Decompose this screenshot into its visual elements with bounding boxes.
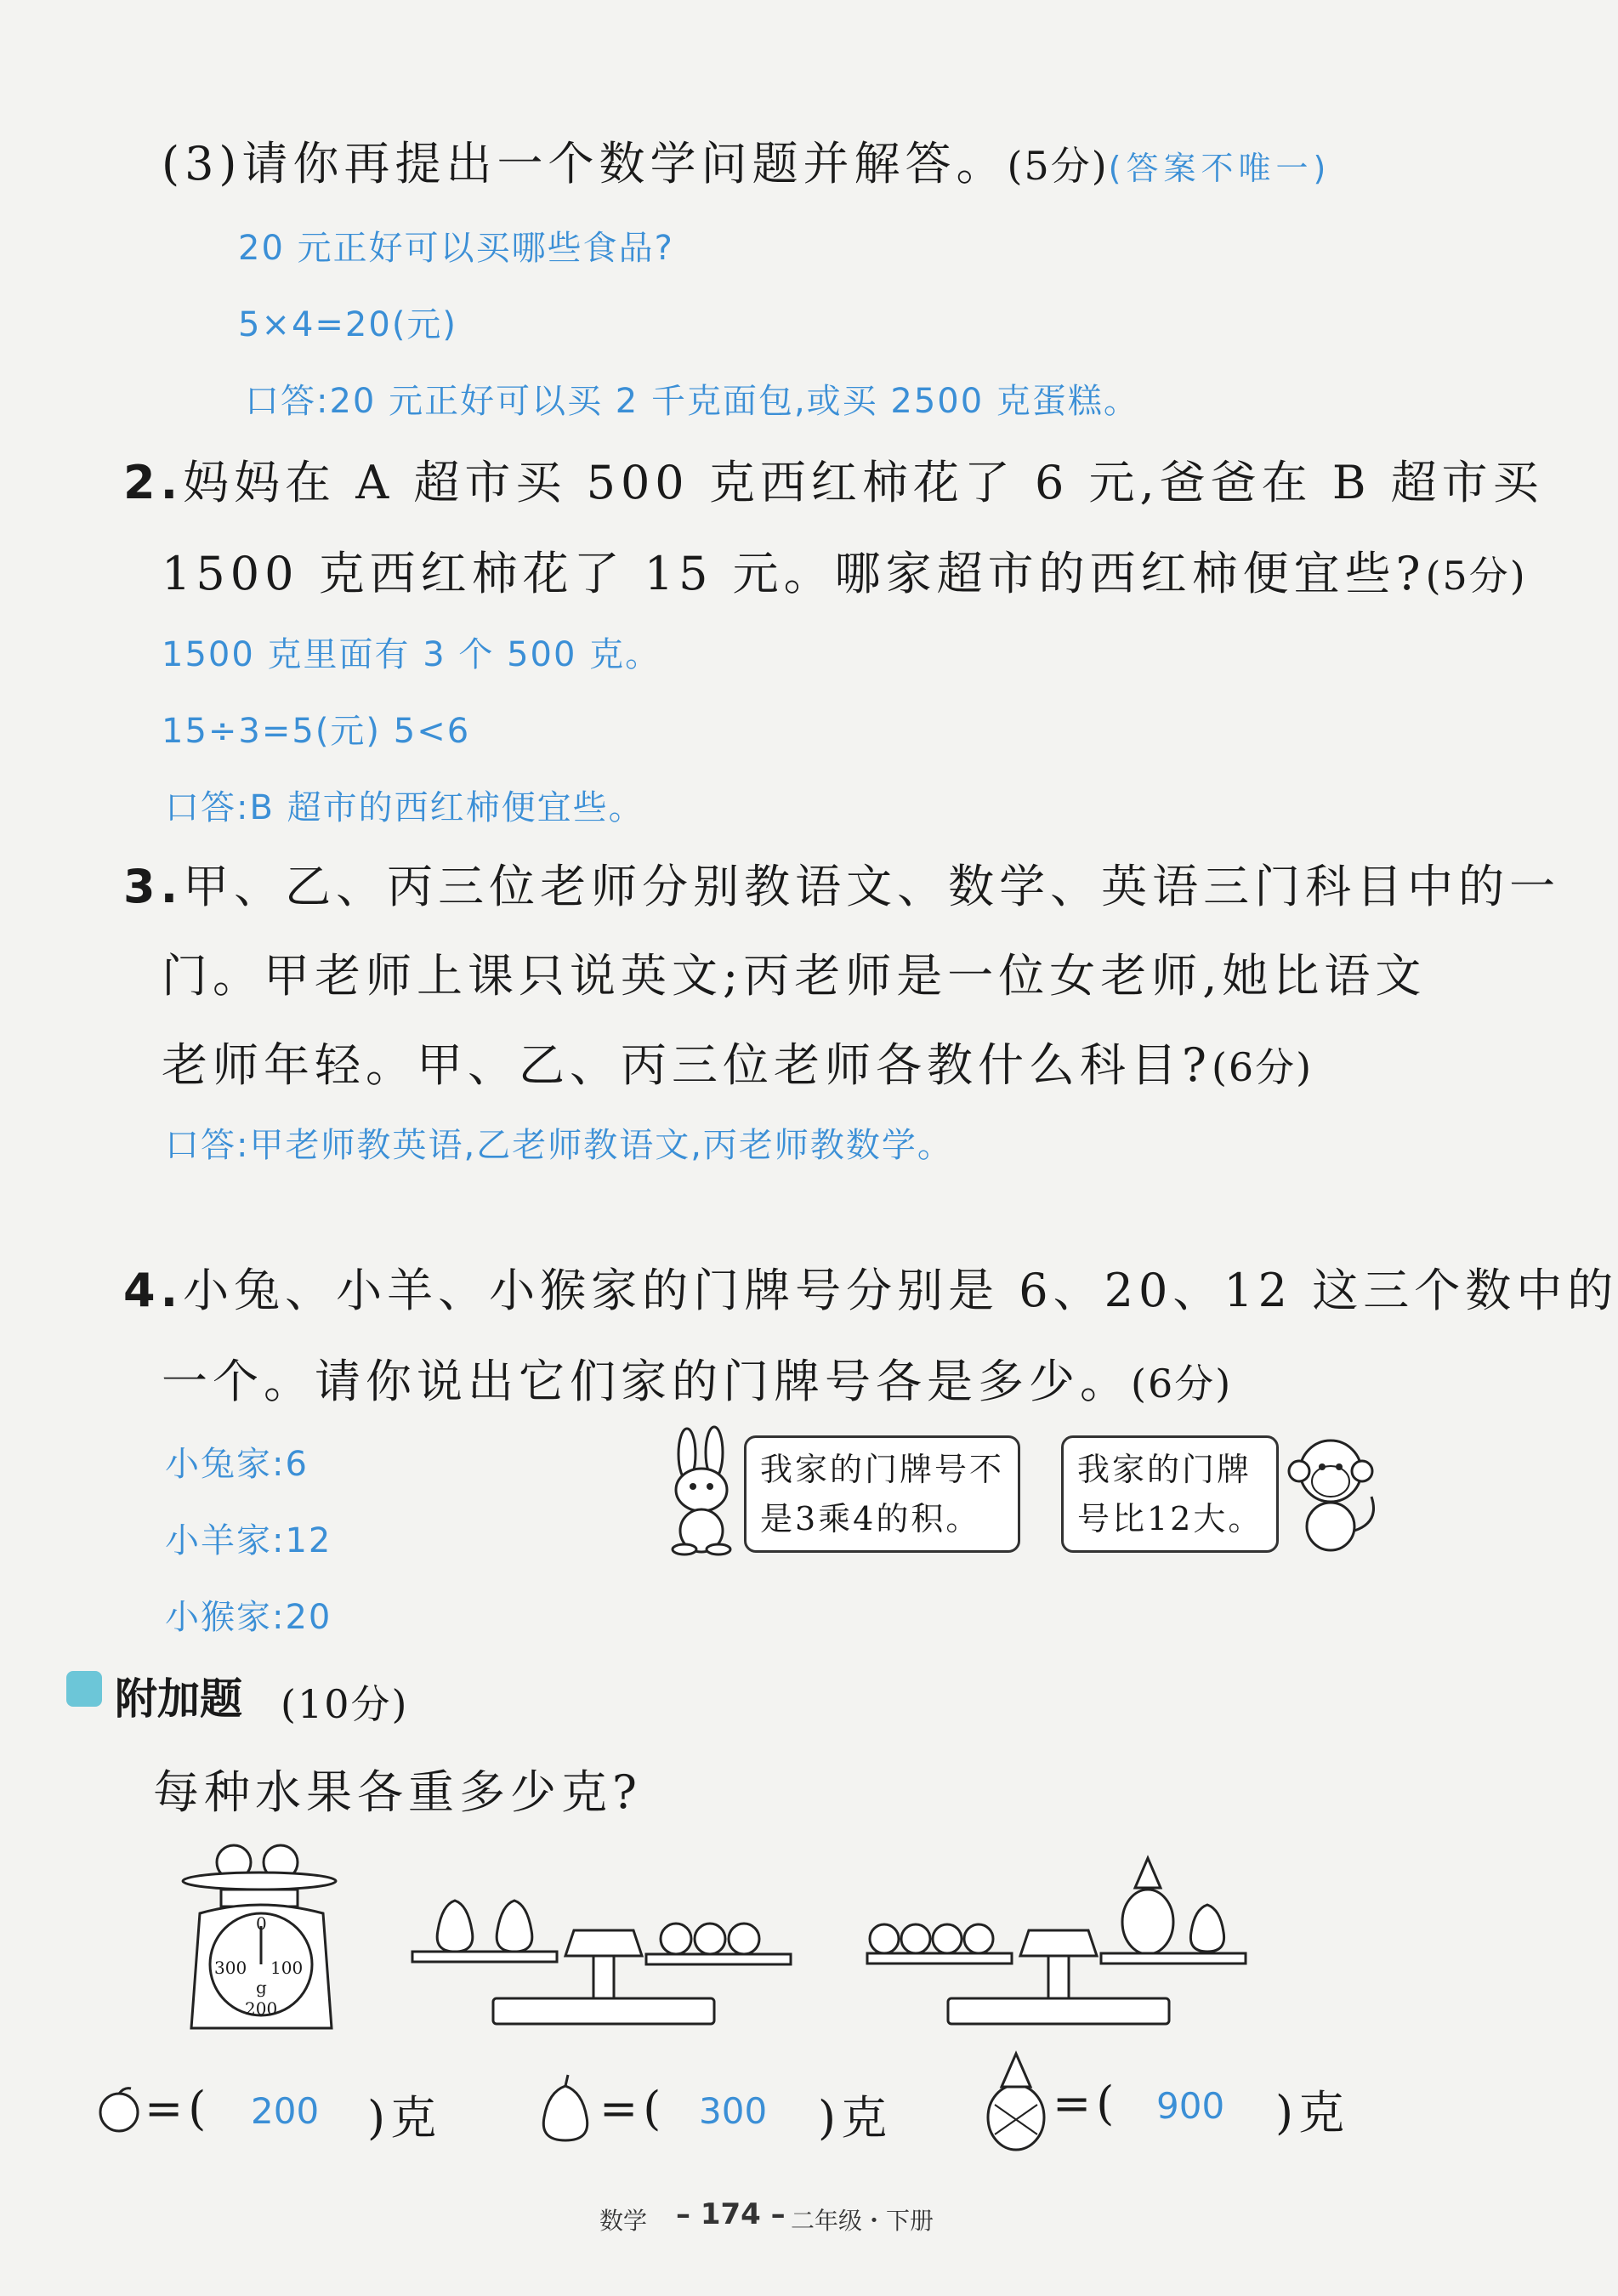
scale-dial-bottom-label: 200 bbox=[245, 1998, 278, 2019]
q3-score: (6分) bbox=[1211, 1044, 1314, 1090]
rabbit-icon bbox=[655, 1429, 748, 1556]
q4-answer-monkey: 小猴家:20 bbox=[165, 1598, 332, 1637]
q2-answer-3: 口答:B 超市的西红柿便宜些。 bbox=[165, 788, 644, 827]
q4-number: 4. bbox=[123, 1264, 184, 1317]
q2-answer-2: 15÷3=5(元) 5<6 bbox=[162, 712, 471, 751]
q4-text-2: 一个。请你说出它们家的门牌号各是多少。 bbox=[162, 1355, 1131, 1408]
pineapple-weight-value: 900 bbox=[1156, 2085, 1225, 2127]
pear-answer-close: )克 bbox=[818, 2091, 893, 2145]
monkey-icon bbox=[1284, 1429, 1386, 1556]
q3-text-1: 甲、乙、丙三位老师分别教语文、数学、英语三门科目中的一 bbox=[183, 860, 1561, 913]
q2-line-1 bbox=[123, 446, 1544, 512]
q1-3-text bbox=[162, 128, 1331, 193]
q3-line-3 bbox=[162, 1029, 1313, 1094]
scale-dial-unit-label: g bbox=[256, 1977, 267, 1998]
scale-dial-right-label: 100 bbox=[270, 1958, 304, 1978]
q2-line-2 bbox=[162, 537, 1527, 603]
apple-answer-open: =( bbox=[145, 2082, 212, 2135]
q2-answer-1: 1500 克里面有 3 个 500 克。 bbox=[162, 635, 661, 674]
apple-answer-close: )克 bbox=[367, 2091, 442, 2145]
bonus-title-marker bbox=[66, 1671, 102, 1707]
q1-3-score: (5分) bbox=[1007, 143, 1109, 189]
q4-score: (6分) bbox=[1131, 1361, 1233, 1407]
scale-dial-left-label: 300 bbox=[214, 1958, 247, 1978]
monkey-bubble-line-1: 我家的门牌 bbox=[1077, 1451, 1252, 1488]
monkey-speech-bubble bbox=[1061, 1435, 1279, 1553]
apple-icon bbox=[94, 2083, 145, 2134]
q1-3-answer-3: 口答:20 元正好可以买 2 千克面包,或买 2500 克蛋糕。 bbox=[245, 382, 1139, 421]
balance-apples-pineapple-icon bbox=[863, 1845, 1254, 2032]
pear-answer-open: =( bbox=[599, 2082, 667, 2135]
q4-line-1 bbox=[123, 1254, 1618, 1320]
bonus-score: (10分) bbox=[281, 1681, 409, 1727]
monkey-bubble-line-2: 号比12大。 bbox=[1077, 1500, 1263, 1537]
q3-number: 3. bbox=[123, 860, 184, 913]
apple-weight-value: 200 bbox=[251, 2090, 320, 2132]
q2-number: 2. bbox=[123, 456, 184, 509]
footer-page-number: – 174 – bbox=[676, 2197, 786, 2231]
rabbit-speech-bubble bbox=[744, 1435, 1020, 1553]
rabbit-bubble-line-2: 是3乘4的积。 bbox=[760, 1500, 981, 1537]
footer-subject: 数学 bbox=[599, 2207, 648, 2235]
q2-score: (5分) bbox=[1425, 553, 1527, 599]
balance-pears-apples-icon bbox=[408, 1871, 799, 2032]
footer-grade: 二年级・下册 bbox=[791, 2207, 934, 2235]
q2-text-1: 妈妈在 A 超市买 500 克西红柿花了 6 元,爸爸在 B 超市买 bbox=[183, 456, 1544, 509]
q1-3-answer-2: 5×4=20(元) bbox=[238, 305, 458, 344]
bonus-question: 每种水果各重多少克? bbox=[153, 1765, 642, 1819]
pear-icon bbox=[536, 2071, 595, 2143]
q3-answer-1: 口答:甲老师教英语,乙老师教语文,丙老师教数学。 bbox=[165, 1126, 953, 1165]
bonus-title: 附加题 bbox=[115, 1674, 242, 1724]
q1-3-answer-1: 20 元正好可以买哪些食品? bbox=[238, 229, 674, 268]
q3-text-3: 老师年轻。甲、乙、丙三位老师各教什么科目? bbox=[162, 1038, 1212, 1092]
q4-text-1: 小兔、小羊、小猴家的门牌号分别是 6、20、12 这三个数中的 bbox=[183, 1264, 1618, 1317]
q3-line-1 bbox=[123, 850, 1560, 916]
pineapple-answer-close: )克 bbox=[1275, 2086, 1350, 2140]
q1-3-stem: (3)请你再提出一个数学问题并解答。 bbox=[162, 137, 1008, 190]
pear-weight-value: 300 bbox=[699, 2090, 768, 2132]
scale-dial-top-label: 0 bbox=[256, 1913, 267, 1934]
q1-3-hint: (答案不唯一) bbox=[1108, 150, 1331, 187]
q3-line-2: 门。甲老师上课只说英文;丙老师是一位女老师,她比语文 bbox=[162, 949, 1427, 1003]
rabbit-bubble-line-1: 我家的门牌号不 bbox=[760, 1451, 1005, 1488]
pineapple-answer-open: =( bbox=[1053, 2077, 1120, 2130]
pineapple-icon bbox=[978, 2049, 1054, 2151]
q4-line-2 bbox=[162, 1345, 1232, 1411]
q4-answer-rabbit: 小兔家:6 bbox=[165, 1445, 309, 1484]
q2-text-2: 1500 克西红柿花了 15 元。哪家超市的西红柿便宜些? bbox=[162, 547, 1426, 600]
q4-answer-sheep: 小羊家:12 bbox=[165, 1521, 332, 1560]
